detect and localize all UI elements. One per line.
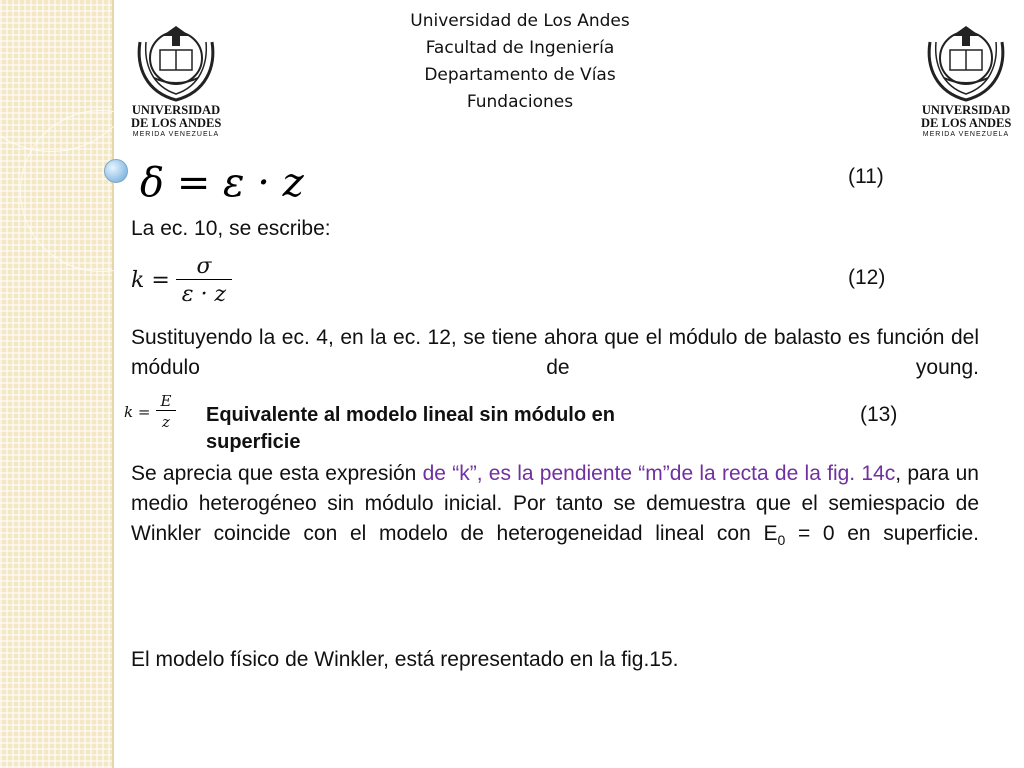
equation-rhs: = ε · z xyxy=(176,160,304,206)
paragraph-aprecia xyxy=(131,459,979,585)
equation-13 xyxy=(124,392,177,431)
winkler-text: El modelo físico de Winkler, está representado en la fig.15. xyxy=(131,648,679,671)
university-logo-right xyxy=(921,12,1011,140)
aprecia-text: Se aprecia que esta expresión xyxy=(131,462,423,485)
equation-12 xyxy=(131,254,232,307)
university-seal-icon xyxy=(132,12,220,104)
header-department: Departamento de Vías xyxy=(424,65,616,85)
header-university: Universidad de Los Andes xyxy=(410,11,630,31)
equation-11 xyxy=(140,158,304,208)
equivalente-line: Equivalente al modelo lineal sin módulo en xyxy=(206,404,615,426)
fraction-denominator: z xyxy=(156,410,176,431)
bullet-dot-icon xyxy=(104,159,128,183)
equivalente-text xyxy=(206,402,615,456)
header-course: Fundaciones xyxy=(466,92,574,112)
equation-lhs: δ xyxy=(140,160,165,206)
aprecia-subscript: 0 xyxy=(777,532,786,549)
equation-number-11: (11) xyxy=(848,165,884,188)
equation-lhs: k = xyxy=(124,402,151,421)
university-seal-icon xyxy=(922,12,1010,104)
logo-text: UNIVERSIDAD xyxy=(131,103,221,117)
equation-number-13: (13) xyxy=(860,403,898,426)
logo-subtext: MERIDA VENEZUELA xyxy=(922,131,1010,138)
logo-text: UNIVERSIDAD xyxy=(921,103,1011,117)
university-logo-left xyxy=(131,12,221,140)
logo-text: DE LOS ANDES xyxy=(131,116,222,130)
slide-header xyxy=(380,8,660,116)
aprecia-text: = 0 en superficie. xyxy=(785,522,979,545)
equation-number-12: (12) xyxy=(848,266,886,289)
header-faculty: Facultad de Ingeniería xyxy=(425,38,615,58)
equation-lhs: k = xyxy=(131,268,170,293)
aprecia-text: , para un medio heterogéneo sin módulo inicial. Por tanto se demuestra que el semiespacio de Winkler coincide con el modelo de heterogeneidad lineal con E xyxy=(131,462,979,545)
fraction-numerator: σ xyxy=(196,254,212,279)
logo-text: DE LOS ANDES xyxy=(921,116,1012,130)
equivalente-line: superficie xyxy=(206,431,301,453)
intro-text: La ec. 10, se escribe: xyxy=(131,217,331,240)
aprecia-highlight: de “k”, es la pendiente “m”de la recta de la fig. 14c xyxy=(422,462,896,485)
fraction-numerator: E xyxy=(160,392,172,410)
paragraph-sustituyendo: Sustituyendo la ec. 4, en la ec. 12, se tiene ahora que el módulo de balasto es función del módulo de young. xyxy=(131,326,979,379)
logo-subtext: MERIDA VENEZUELA xyxy=(132,131,220,138)
fraction-denominator: ε · z xyxy=(176,279,232,307)
